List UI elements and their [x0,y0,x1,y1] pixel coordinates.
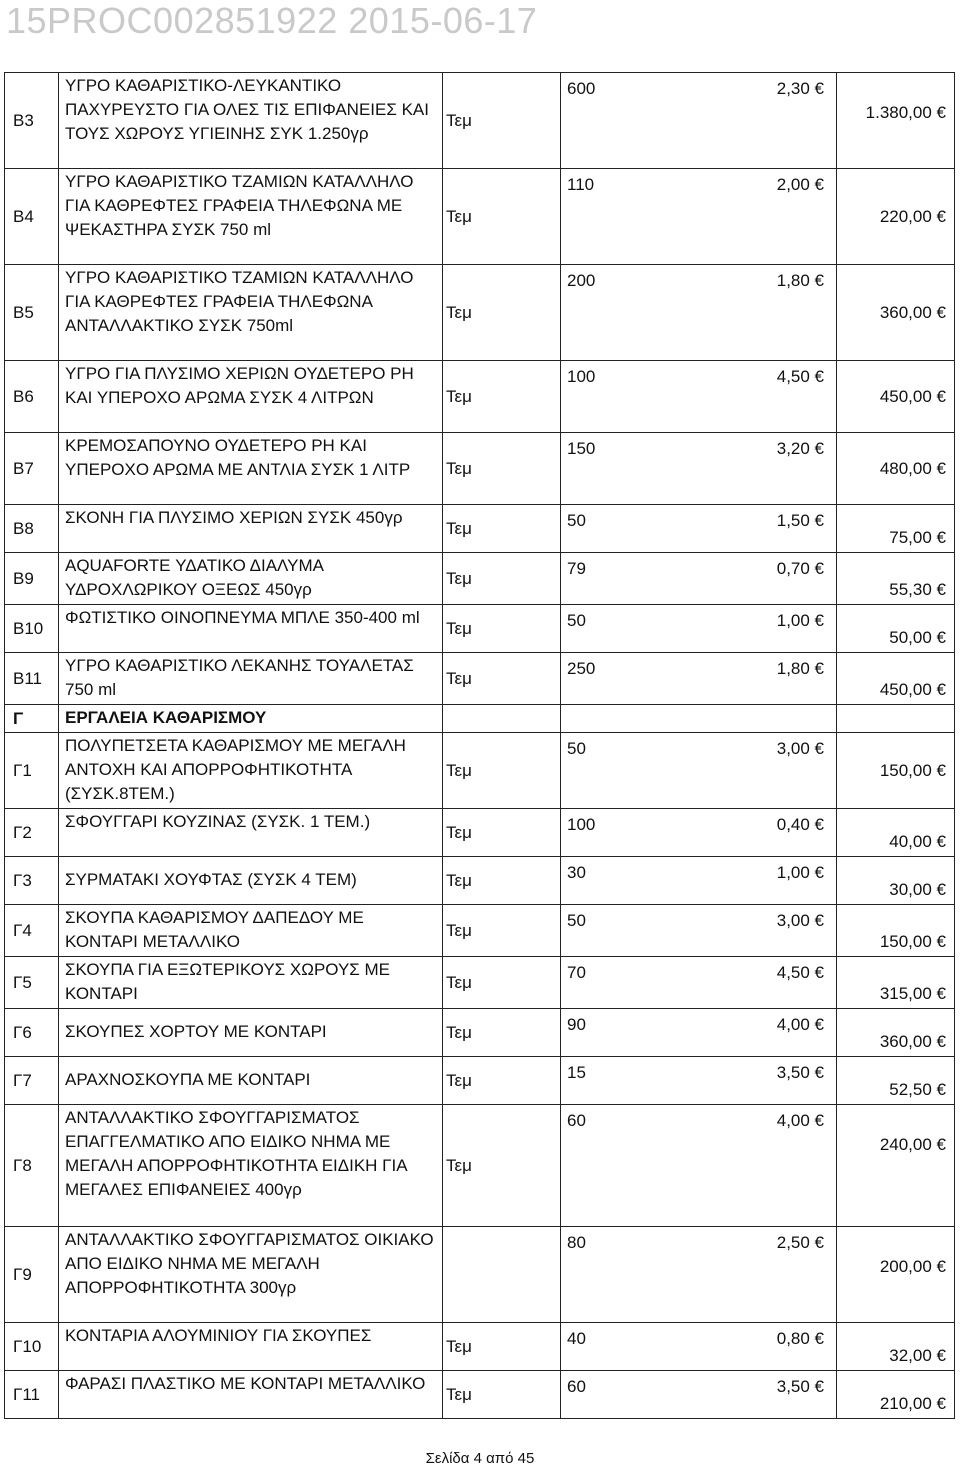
quantity-price-cell [561,433,837,505]
item-unit-price: 2,50 € [776,1233,824,1252]
item-total: 1.380,00 € [865,103,946,122]
item-description: ΑΝΤΑΛΛΑΚΤΙΚΟ ΣΦΟΥΓΓΑΡΙΣΜΑΤΟΣ ΟΙΚΙΑΚΟ ΑΠΟ ΕΙΔΙΚΟ ΝΗΜΑ ΜΕ ΜΕΓΑΛΗ ΑΠΟΡΡΟΦΗΤΙΚΟΤΗΤΑ 300γρ [59,1227,443,1323]
item-unit-price: 4,50 € [776,963,824,982]
item-code: Γ4 [5,905,59,957]
item-code: Γ3 [5,857,59,905]
item-unit-price: 1,00 € [776,863,824,882]
table-row [5,905,955,957]
item-quantity: 50 [567,739,586,758]
item-quantity: 60 [567,1111,586,1130]
item-total: 52,50 € [889,1080,946,1099]
item-code: Β10 [5,605,59,653]
quantity-price-cell [561,857,837,905]
item-unit [443,1227,561,1323]
item-unit-price: 0,70 € [776,559,824,578]
table-row [5,505,955,553]
table-row [5,705,955,733]
item-unit-price: 1,80 € [776,271,824,290]
total-cell [837,1227,955,1323]
item-unit-price: 2,00 € [776,175,824,194]
quantity-price-cell [561,1227,837,1323]
quantity-price-cell [561,809,837,857]
price-table [4,72,955,1419]
item-unit: Τεμ [443,809,561,857]
quantity-price-cell [561,73,837,169]
item-code: Γ5 [5,957,59,1009]
item-code: Γ9 [5,1227,59,1323]
quantity-price-cell [561,1323,837,1371]
table-row [5,361,955,433]
item-unit-price: 1,80 € [776,659,824,678]
item-total: 150,00 € [879,932,946,951]
item-quantity: 79 [567,559,586,578]
item-quantity: 600 [567,79,596,98]
item-quantity: 90 [567,1015,586,1034]
quantity-price-cell [561,605,837,653]
quantity-price-cell [561,169,837,265]
item-unit: Τεμ [443,653,561,705]
item-unit-price: 4,50 € [776,367,824,386]
item-description: ΑΡΑΧΝΟΣΚΟΥΠΑ ΜΕ ΚΟΝΤΑΡΙ [59,1057,443,1105]
item-unit: Τεμ [443,857,561,905]
item-unit-price: 0,40 € [776,815,824,834]
total-cell [837,1057,955,1105]
item-unit: Τεμ [443,1009,561,1057]
item-code: Β11 [5,653,59,705]
item-quantity: 110 [567,175,595,194]
item-code: Β5 [5,265,59,361]
table-row [5,1227,955,1323]
item-quantity: 50 [567,611,586,630]
table-row [5,433,955,505]
page-footer: Σελίδα 4 από 45 [425,1450,535,1467]
item-total: 360,00 € [879,302,946,322]
item-quantity: 40 [567,1329,586,1348]
item-total: 75,00 € [889,528,946,547]
item-code: Β4 [5,169,59,265]
item-total: 150,00 € [879,760,946,780]
item-quantity: 100 [567,367,596,386]
quantity-price-cell [561,957,837,1009]
total-cell [837,1009,955,1057]
item-code: Γ10 [5,1323,59,1371]
total-cell [837,505,955,553]
item-description: ΣΚΟΥΠΕΣ ΧΟΡΤΟΥ ΜΕ ΚΟΝΤΑΡΙ [59,1009,443,1057]
item-description: ΠΟΛΥΠΕΤΣΕΤΑ ΚΑΘΑΡΙΣΜΟΥ ΜΕ ΜΕΓΑΛΗ ΑΝΤΟΧΗ ΚΑΙ ΑΠΟΡΡΟΦΗΤΙΚΟΤΗΤΑ (ΣΥΣΚ.8ΤΕΜ.) [59,733,443,809]
item-quantity: 30 [567,863,586,882]
item-total: 315,00 € [879,984,946,1003]
item-code: Β8 [5,505,59,553]
item-code: Γ1 [5,733,59,809]
total-cell [837,433,955,505]
item-unit: Τεμ [443,905,561,957]
total-cell [837,1105,955,1227]
item-unit: Τεμ [443,733,561,809]
item-description: ΣΚΟΝΗ ΓΙΑ ΠΛΥΣΙΜΟ ΧΕΡΙΩΝ ΣΥΣΚ 450γρ [59,505,443,553]
item-description: ΥΓΡΟ ΓΙΑ ΠΛΥΣΙΜΟ ΧΕΡΙΩΝ ΟΥΔΕΤΕΡΟ PH ΚΑΙ ΥΠΕΡΟΧΟ ΑΡΩΜΑ ΣΥΣΚ 4 ΛΙΤΡΩΝ [59,361,443,433]
item-total: 55,30 € [889,580,946,599]
total-cell [837,905,955,957]
item-total: 200,00 € [879,1257,946,1276]
item-code: Β7 [5,433,59,505]
table-row [5,1009,955,1057]
item-unit: Τεμ [443,265,561,361]
item-quantity: 250 [567,659,596,678]
item-description: ΣΥΡΜΑΤΑΚΙ ΧΟΥΦΤΑΣ (ΣΥΣΚ 4 ΤΕΜ) [59,857,443,905]
item-quantity: 50 [567,511,586,530]
quantity-price-cell [561,1371,837,1419]
quantity-price-cell [561,905,837,957]
total-cell [837,265,955,361]
item-description: ΦΑΡΑΣΙ ΠΛΑΣΤΙΚΟ ΜΕ ΚΟΝΤΑΡΙ ΜΕΤΑΛΛΙΚΟ [59,1371,443,1419]
total-cell [837,857,955,905]
item-unit-price: 4,00 € [776,1015,824,1034]
item-total: 30,00 € [889,880,946,899]
item-quantity: 200 [567,271,596,290]
item-quantity: 15 [567,1063,586,1082]
item-unit-price: 1,00 € [776,611,824,630]
item-total: 450,00 € [879,386,946,406]
table-row [5,653,955,705]
item-code: Β3 [5,73,59,169]
item-unit-price: 3,00 € [776,911,824,930]
table-row [5,1371,955,1419]
table-row [5,809,955,857]
item-description: ΣΚΟΥΠΑ ΓΙΑ ΕΞΩΤΕΡΙΚΟΥΣ ΧΩΡΟΥΣ ΜΕ ΚΟΝΤΑΡΙ [59,957,443,1009]
item-unit-price: 0,80 € [776,1329,824,1348]
item-description: ΦΩΤΙΣΤΙΚΟ ΟΙΝΟΠΝΕΥΜΑ ΜΠΛΕ 350-400 ml [59,605,443,653]
table-row [5,1057,955,1105]
item-total: 480,00 € [879,458,946,478]
item-code: Γ6 [5,1009,59,1057]
item-unit-price: 2,30 € [776,79,824,98]
table-row [5,73,955,169]
item-code: Γ [5,705,59,733]
quantity-price-cell [561,265,837,361]
table-row [5,605,955,653]
item-total: 50,00 € [889,628,946,647]
quantity-price-cell [561,505,837,553]
item-code: Β6 [5,361,59,433]
item-unit-price: 1,50 € [776,511,824,530]
quantity-price-cell [561,653,837,705]
item-description: ΑΝΤΑΛΛΑΚΤΙΚΟ ΣΦΟΥΓΓΑΡΙΣΜΑΤΟΣ ΕΠΑΓΓΕΛΜΑΤΙΚΟ ΑΠΟ ΕΙΔΙΚΟ ΝΗΜΑ ΜΕ ΜΕΓΑΛΗ ΑΠΟΡΡΟΦΗΤΙΚΟΤΗΤΑ ΕΙΔΙΚΗ ΓΙΑ ΜΕΓΑΛΕΣ ΕΠΙΦΑΝΕΙΕΣ 400γρ [59,1105,443,1227]
table-row [5,857,955,905]
item-total: 360,00 € [879,1032,946,1051]
item-unit-price: 3,20 € [776,439,824,458]
item-unit: Τεμ [443,1371,561,1419]
item-description: ΥΓΡΟ ΚΑΘΑΡΙΣΤΙΚΟ-ΛΕΥΚΑΝΤΙΚΟ ΠΑΧΥΡΕΥΣΤΟ ΓΙΑ ΟΛΕΣ ΤΙΣ ΕΠΙΦΑΝΕΙΕΣ ΚΑΙ ΤΟΥΣ ΧΩΡΟΥΣ ΥΓΙΕΙΝΗΣ ΣΥΚ 1.250γρ [59,73,443,169]
total-cell [837,169,955,265]
item-unit [443,705,561,733]
item-description: ΥΓΡΟ ΚΑΘΑΡΙΣΤΙΚΟ ΤΖΑΜΙΩΝ ΚΑΤΑΛΛΗΛΟ ΓΙΑ ΚΑΘΡΕΦΤΕΣ ΓΡΑΦΕΙΑ ΤΗΛΕΦΩΝΑ ΜΕ ΨΕΚΑΣΤΗΡΑ ΣΥΣΚ 750 ml [59,169,443,265]
item-total: 32,00 € [889,1346,946,1365]
total-cell [837,705,955,733]
item-quantity: 150 [567,439,596,458]
quantity-price-cell [561,361,837,433]
quantity-price-cell [561,553,837,605]
document-watermark: 15PROC002851922 2015-06-17 [6,0,538,41]
item-unit: Τεμ [443,957,561,1009]
item-unit: Τεμ [443,1057,561,1105]
total-cell [837,361,955,433]
table-row [5,169,955,265]
item-unit-price: 3,50 € [776,1377,824,1396]
item-description: ΚΟΝΤΑΡΙΑ ΑΛΟΥΜΙΝΙΟΥ ΓΙΑ ΣΚΟΥΠΕΣ [59,1323,443,1371]
item-description: ΚΡΕΜΟΣΑΠΟΥΝΟ ΟΥΔΕΤΕΡΟ PH ΚΑΙ ΥΠΕΡΟΧΟ ΑΡΩΜΑ ΜΕ ΑΝΤΛΙΑ ΣΥΣΚ 1 ΛΙΤΡ [59,433,443,505]
item-description: ΕΡΓΑΛΕΙΑ ΚΑΘΑΡΙΣΜΟΥ [59,705,443,733]
item-quantity: 60 [567,1377,586,1396]
total-cell [837,553,955,605]
item-description: AQUAFORTE ΥΔΑΤΙΚΟ ΔΙΑΛΥΜΑ ΥΔΡΟΧΛΩΡΙΚΟΥ ΟΞΕΩΣ 450γρ [59,553,443,605]
total-cell [837,653,955,705]
total-cell [837,73,955,169]
item-quantity: 100 [567,815,596,834]
quantity-price-cell [561,1009,837,1057]
total-cell [837,809,955,857]
item-unit: Τεμ [443,361,561,433]
item-total: 210,00 € [879,1394,946,1413]
item-unit: Τεμ [443,553,561,605]
item-code: Γ8 [5,1105,59,1227]
item-unit-price: 3,00 € [776,739,824,758]
item-unit-price: 3,50 € [776,1063,824,1082]
item-quantity: 50 [567,911,586,930]
item-unit: Τεμ [443,73,561,169]
item-total: 240,00 € [879,1135,946,1154]
item-description: ΥΓΡΟ ΚΑΘΑΡΙΣΤΙΚΟ ΛΕΚΑΝΗΣ ΤΟΥΑΛΕΤΑΣ 750 ml [59,653,443,705]
table-row [5,1105,955,1227]
quantity-price-cell [561,705,837,733]
item-code: Γ11 [5,1371,59,1419]
item-code: Γ2 [5,809,59,857]
item-unit: Τεμ [443,1323,561,1371]
item-unit: Τεμ [443,605,561,653]
item-quantity: 70 [567,963,586,982]
table-row [5,1323,955,1371]
item-code: Β9 [5,553,59,605]
item-unit: Τεμ [443,433,561,505]
item-description: ΥΓΡΟ ΚΑΘΑΡΙΣΤΙΚΟ ΤΖΑΜΙΩΝ ΚΑΤΑΛΛΗΛΟ ΓΙΑ ΚΑΘΡΕΦΤΕΣ ΓΡΑΦΕΙΑ ΤΗΛΕΦΩΝΑ ΑΝΤΑΛΛΑΚΤΙΚΟ ΣΥΣΚ 750ml [59,265,443,361]
total-cell [837,1323,955,1371]
item-unit: Τεμ [443,1105,561,1227]
item-description: ΣΚΟΥΠΑ ΚΑΘΑΡΙΣΜΟΥ ΔΑΠΕΔΟΥ ΜΕ ΚΟΝΤΑΡΙ ΜΕΤΑΛΛΙΚΟ [59,905,443,957]
table-row [5,265,955,361]
quantity-price-cell [561,1105,837,1227]
table-row [5,733,955,809]
total-cell [837,1371,955,1419]
total-cell [837,605,955,653]
item-total: 40,00 € [889,832,946,851]
item-total: 220,00 € [879,206,946,226]
item-description: ΣΦΟΥΓΓΑΡΙ ΚΟΥΖΙΝΑΣ (ΣΥΣΚ. 1 ΤΕΜ.) [59,809,443,857]
quantity-price-cell [561,733,837,809]
total-cell [837,957,955,1009]
table-row [5,957,955,1009]
item-total: 450,00 € [879,680,946,699]
item-code: Γ7 [5,1057,59,1105]
item-unit: Τεμ [443,505,561,553]
price-table-body [5,73,955,1419]
table-row [5,553,955,605]
total-cell [837,733,955,809]
item-unit: Τεμ [443,169,561,265]
item-quantity: 80 [567,1233,586,1252]
quantity-price-cell [561,1057,837,1105]
item-unit-price: 4,00 € [776,1111,824,1130]
